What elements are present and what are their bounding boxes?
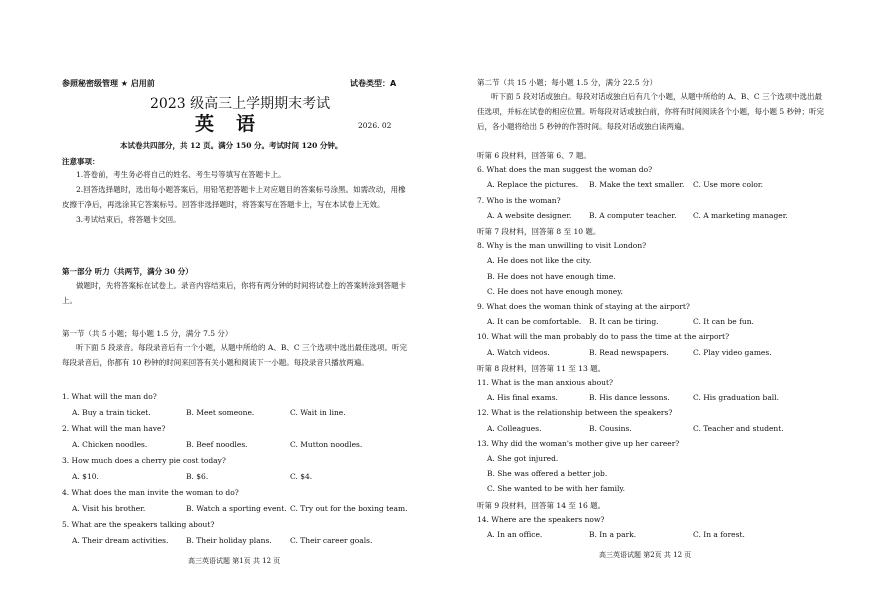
- q4-option-c: C. Try out for the boxing team.: [290, 504, 408, 513]
- option: A. She got injured.: [487, 454, 559, 463]
- option: C. She wanted to be with her family.: [487, 484, 625, 494]
- question: 8. Why is the man unwilling to visit London?: [477, 241, 647, 251]
- option: B. She was offered a better job.: [487, 469, 608, 479]
- option-a: A. A website designer.: [487, 210, 572, 220]
- part1-title: 第一部分 听力（共两节，满分 30 分）: [62, 267, 193, 276]
- paper-type-label: 试卷类型：A: [350, 79, 397, 88]
- option-b: B. Cousins.: [589, 423, 632, 433]
- question-1: 1. What will the man do?: [62, 392, 157, 401]
- question: 10. What will the man probably do to pass the time at the airport?: [477, 332, 730, 342]
- question: 9. What does the woman think of staying at the airport?: [477, 302, 690, 311]
- material-note: 听第 9 段材料，回答第 14 至 16 题。: [477, 500, 606, 510]
- question: 11. What is the man anxious about?: [477, 378, 613, 387]
- question: 6. What does the man suggest the woman do?: [477, 165, 653, 175]
- note-item: 3.考试结束后，将答题卡交回。: [76, 215, 181, 224]
- q5-option-c: C. Their career goals.: [290, 536, 373, 545]
- option-c: C. Play video games.: [693, 347, 772, 357]
- exam-date: 2026. 02: [358, 121, 392, 130]
- option-b: B. In a park.: [589, 530, 637, 539]
- q5-option-a: A. Their dream activities.: [72, 536, 169, 545]
- question-4: 4. What does the man invite the woman to do?: [62, 488, 239, 497]
- option-a: A. Watch videos.: [487, 347, 550, 357]
- option-b: B. His dance lessons.: [589, 393, 670, 403]
- q4-option-a: A. Visit his brother.: [72, 504, 146, 513]
- option: C. He does not have enough money.: [487, 286, 623, 296]
- option-c: C. It can be fun.: [693, 317, 754, 327]
- option-a: A. His final exams.: [487, 393, 558, 403]
- note-item: 1.答卷前，考生务必将自己的姓名、考生号等填写在答题卡上。: [76, 170, 286, 179]
- option-c: C. Use more color.: [693, 180, 764, 190]
- notes-title: 注意事项：: [62, 157, 100, 166]
- material-note: 听第 8 段材料，回答第 11 至 13 题。: [477, 363, 606, 373]
- q2-option-c: C. Mutton noodles.: [290, 440, 363, 449]
- option: A. He does not like the city.: [487, 256, 592, 266]
- option-c: C. A marketing manager.: [693, 210, 788, 220]
- question-2: 2. What will the man have?: [62, 424, 166, 433]
- section1-desc: 听下面 5 段录音。每段录音后有一个小题，从题中所给的 A、B、C 三个选项中选出最佳选项。听完每段录音后，你都有 10 秒钟的时间来回答有关小题和阅读下一小题。每段录音只播放两遍。: [62, 343, 407, 367]
- q2-option-a: A. Chicken noodles.: [72, 440, 148, 449]
- material-note: 听第 7 段材料，回答第 8 至 10 题。: [477, 227, 601, 236]
- option: B. He does not have enough time.: [487, 271, 616, 281]
- question-3: 3. How much does a cherry pie cost today?: [62, 456, 226, 465]
- option-a: A. Replace the pictures.: [487, 180, 579, 190]
- right-footer: 高三英语试题 第2页 共 12 页: [599, 551, 692, 559]
- q1-option-a: A. Buy a train ticket.: [72, 408, 151, 417]
- option-a: A. In an office.: [487, 530, 543, 539]
- option-b: B. A computer teacher.: [589, 210, 677, 220]
- exam-title: 2023 级高三上学期期末考试: [150, 96, 331, 112]
- material-note: 听第 6 段材料，回答第 6、7 题。: [477, 151, 591, 160]
- option-b: B. Make the text smaller.: [589, 180, 685, 190]
- option-a: A. It can be comfortable.: [487, 317, 582, 327]
- right-page: [435, 0, 870, 615]
- option-c: C. In a forest.: [693, 530, 745, 539]
- notes-list: [62, 167, 407, 227]
- q4-option-b: B. Watch a sporting event.: [186, 504, 287, 513]
- option-a: A. Colleagues.: [487, 423, 542, 433]
- question-5: 5. What are the speakers talking about?: [62, 520, 215, 529]
- part1-desc: 做题时，先将答案标在试卷上。录音内容结束后，你将有两分钟的时间将试卷上的答案转涂到答题卡上。: [62, 281, 406, 305]
- q5-option-b: B. Their holiday plans.: [186, 536, 272, 545]
- section2-desc: 听下面 5 段对话或独白。每段对话或独白后有几个小题，从题中所给的 A、B、C 三个选项中选出最佳选项，并标在试卷的相应位置。听每段对话或独白前，你将有时间阅读各个小题，每小题 5 秒钟；听完后，各小题将给出 5 秒钟的作答时间。每段对话或独白读两遍。: [477, 92, 825, 131]
- q3-option-a: A. $10.: [72, 472, 99, 481]
- q3-option-c: C. $4.: [290, 472, 313, 481]
- question: 14. Where are the speakers now?: [477, 514, 605, 524]
- option-b: B. It can be tiring.: [589, 317, 659, 327]
- exam-info: 本试卷共四部分，共 12 页。满分 150 分。考试时间 120 分钟。: [120, 141, 343, 150]
- section2-title: 第二节（共 15 小题；每小题 1.5 分，满分 22.5 分）: [477, 78, 657, 87]
- section1-title: 第一节（共 5 小题；每小题 1.5 分，满分 7.5 分）: [62, 329, 233, 338]
- q3-option-b: B. $6.: [186, 472, 209, 481]
- q1-option-b: B. Meet someone.: [186, 408, 255, 417]
- subject-title: 英语: [195, 113, 278, 135]
- confidential-label: 参照秘密级管理 ★ 启用前: [62, 79, 155, 88]
- note-item: 2.回答选择题时，选出每小题答案后，用铅笔把答题卡上对应题目的答案标号涂黑。如需改动，用橡皮擦干净后，再选涂其它答案标号。回答非选择题时，将答案写在答题卡上，写在本试卷上无效。: [62, 185, 406, 209]
- option-c: C. Teacher and student.: [693, 423, 784, 433]
- question: 12. What is the relationship between the speakers?: [477, 408, 673, 418]
- option-c: C. His graduation ball.: [693, 393, 779, 403]
- option-b: B. Read newspapers.: [589, 347, 669, 357]
- question: 7. Who is the woman?: [477, 195, 561, 205]
- left-footer: 高三英语试题 第1页 共 12 页: [188, 557, 281, 565]
- q1-option-c: C. Wait in line.: [290, 408, 346, 417]
- q2-option-b: B. Beef noodles.: [186, 440, 248, 449]
- question: 13. Why did the woman's mother give up her career?: [477, 438, 680, 448]
